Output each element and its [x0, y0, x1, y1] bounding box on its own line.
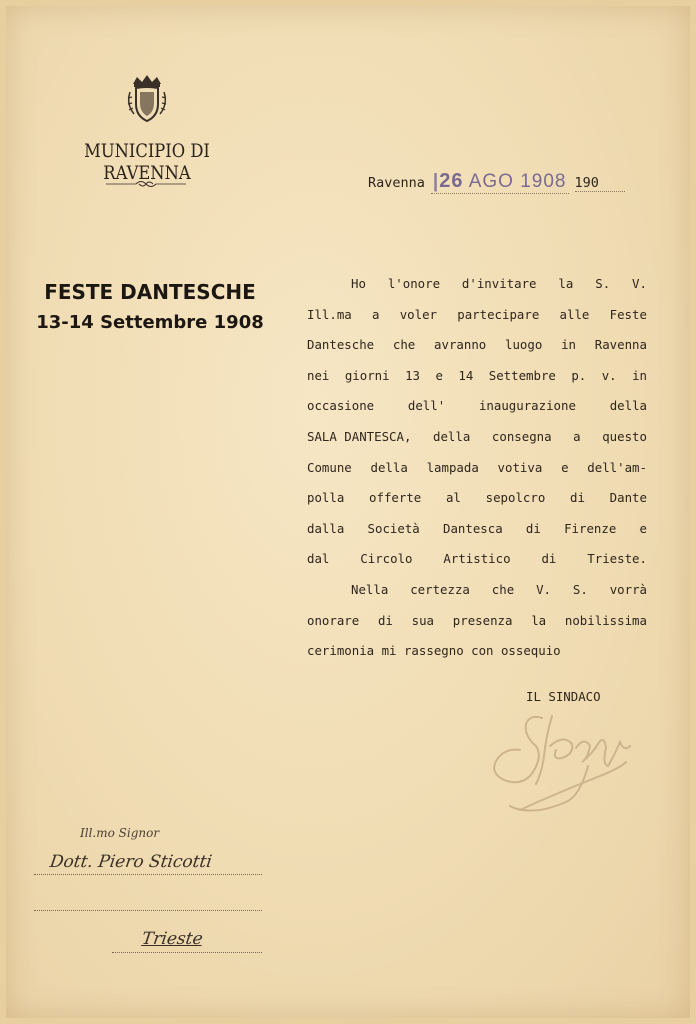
- letter-word: avranno: [434, 337, 487, 353]
- municipality-heading: MUNICIPIO DI RAVENNA: [84, 140, 210, 184]
- letter-word: giorni: [344, 367, 390, 383]
- letter-word: dal: [307, 551, 330, 567]
- letter-line: [307, 460, 647, 491]
- letter-word: che: [491, 581, 515, 597]
- letter-word: occasione: [307, 398, 375, 414]
- ornament-divider-icon: [106, 178, 186, 190]
- letter-line: [307, 551, 647, 582]
- letter-word: 13: [405, 367, 420, 383]
- letter-word: in: [561, 337, 576, 353]
- letter-word: dell'am-: [587, 459, 647, 475]
- letter-word: dalla: [307, 520, 345, 536]
- addressee-salutation: Ill.mo Signor: [80, 826, 160, 840]
- letter-word: Settembre: [488, 367, 556, 383]
- letter-word: SALA DANTESCA,: [307, 428, 412, 444]
- letter-word: a: [372, 306, 380, 322]
- letter-word: luogo: [505, 337, 543, 353]
- letter-word: voler: [399, 306, 438, 322]
- letter-word: alle: [559, 306, 590, 322]
- letter-word: consegna: [491, 428, 552, 444]
- letter-line: [307, 337, 647, 368]
- letter-word: e: [639, 520, 647, 536]
- letter-line: [307, 276, 647, 307]
- letter-line: [307, 398, 647, 429]
- letter-word: V.: [536, 581, 551, 597]
- letter-word: a: [573, 428, 581, 444]
- letter-word: votiva: [497, 459, 543, 475]
- letter-body: [307, 276, 647, 674]
- letter-word: della: [609, 398, 647, 414]
- letter-word: della: [433, 428, 471, 444]
- letter-word: cerimonia mi rassegno con ossequio: [307, 643, 561, 659]
- letter-word: Dantesche: [307, 337, 375, 353]
- letter-word: Firenze: [564, 520, 617, 536]
- letter-word: Trieste.: [587, 551, 647, 567]
- letter-word: Feste: [609, 306, 647, 322]
- date-line: [368, 170, 625, 196]
- addressee-city: Trieste: [140, 929, 204, 949]
- address-line-3: [112, 952, 262, 953]
- closing-title: IL SINDACO: [526, 689, 601, 704]
- stamp-day: 26: [439, 170, 464, 192]
- addressee-name: Dott. Piero Sticotti: [48, 852, 214, 872]
- letter-word: presenza: [452, 612, 513, 628]
- letter-word: dell': [407, 398, 446, 414]
- event-title: FESTE DANTESCHE: [44, 280, 256, 304]
- letter-word: di: [377, 612, 393, 628]
- letter-word: questo: [602, 428, 647, 444]
- letter-word: onorare: [307, 612, 360, 628]
- letter-word: che: [392, 337, 416, 353]
- letter-word: polla: [307, 490, 345, 506]
- event-dates: 13-14 Settembre 1908: [36, 312, 264, 333]
- letter-word: la: [531, 612, 547, 628]
- address-line-2: [34, 910, 262, 911]
- letter-line: [307, 307, 647, 338]
- letter-word: Dante: [609, 490, 647, 506]
- coat-of-arms-icon: [124, 72, 170, 124]
- stamp-month-year: AGO 1908: [468, 171, 567, 192]
- letter-line: [307, 643, 647, 674]
- letter-word: e: [435, 367, 443, 383]
- letter-word: in: [632, 367, 647, 383]
- letter-line: [307, 490, 647, 521]
- letter-word: partecipare: [457, 306, 540, 322]
- letter-word: certezza: [410, 581, 470, 597]
- letter-word: nei: [307, 367, 330, 383]
- letter-word: vorrà: [609, 581, 647, 597]
- letter-line: [307, 613, 647, 644]
- date-stamp: |26 AGO 1908: [432, 170, 567, 192]
- letter-word: sua: [411, 612, 435, 628]
- letter-word: e: [561, 459, 569, 475]
- letter-word: l'onore: [387, 276, 441, 291]
- letter-word: della: [370, 459, 408, 475]
- address-line-1: [34, 874, 262, 875]
- letter-line: [307, 368, 647, 399]
- letter-word: Comune: [307, 459, 352, 475]
- letter-word: offerte: [369, 490, 422, 506]
- letter-word: 14: [458, 367, 474, 383]
- letter-word: Nella: [351, 581, 389, 597]
- letter-word: la: [558, 276, 574, 291]
- letter-page: [6, 6, 690, 1018]
- letter-word: p.: [571, 367, 587, 383]
- letter-line: [307, 521, 647, 552]
- letter-word: d'invitare: [461, 276, 537, 291]
- letter-word: Società: [367, 520, 420, 536]
- mayor-signature: [480, 706, 640, 816]
- letter-word: Artistico: [443, 551, 511, 567]
- letter-word: Circolo: [360, 551, 413, 567]
- letter-word: di: [525, 520, 541, 536]
- letter-line: [307, 429, 647, 460]
- letter-word: Dantesca: [443, 520, 503, 536]
- letter-word: Ravenna: [594, 337, 647, 353]
- letter-word: S.: [595, 276, 611, 291]
- date-year-prefix: 190: [575, 175, 625, 192]
- letter-word: di: [570, 490, 585, 506]
- letter-word: sepolcro: [485, 490, 546, 506]
- letter-word: lampada: [426, 459, 479, 475]
- letter-word: nobilissima: [564, 612, 647, 628]
- letter-word: v.: [601, 367, 617, 383]
- date-place: Ravenna: [368, 175, 425, 191]
- letter-word: di: [541, 551, 557, 567]
- letter-word: S.: [572, 581, 588, 597]
- letter-word: Ho: [351, 276, 366, 291]
- letter-word: Ill.ma: [307, 306, 352, 322]
- letter-line: [307, 582, 647, 613]
- letter-word: V.: [632, 276, 647, 291]
- letter-word: inaugurazione: [478, 398, 576, 414]
- letter-word: al: [445, 490, 461, 506]
